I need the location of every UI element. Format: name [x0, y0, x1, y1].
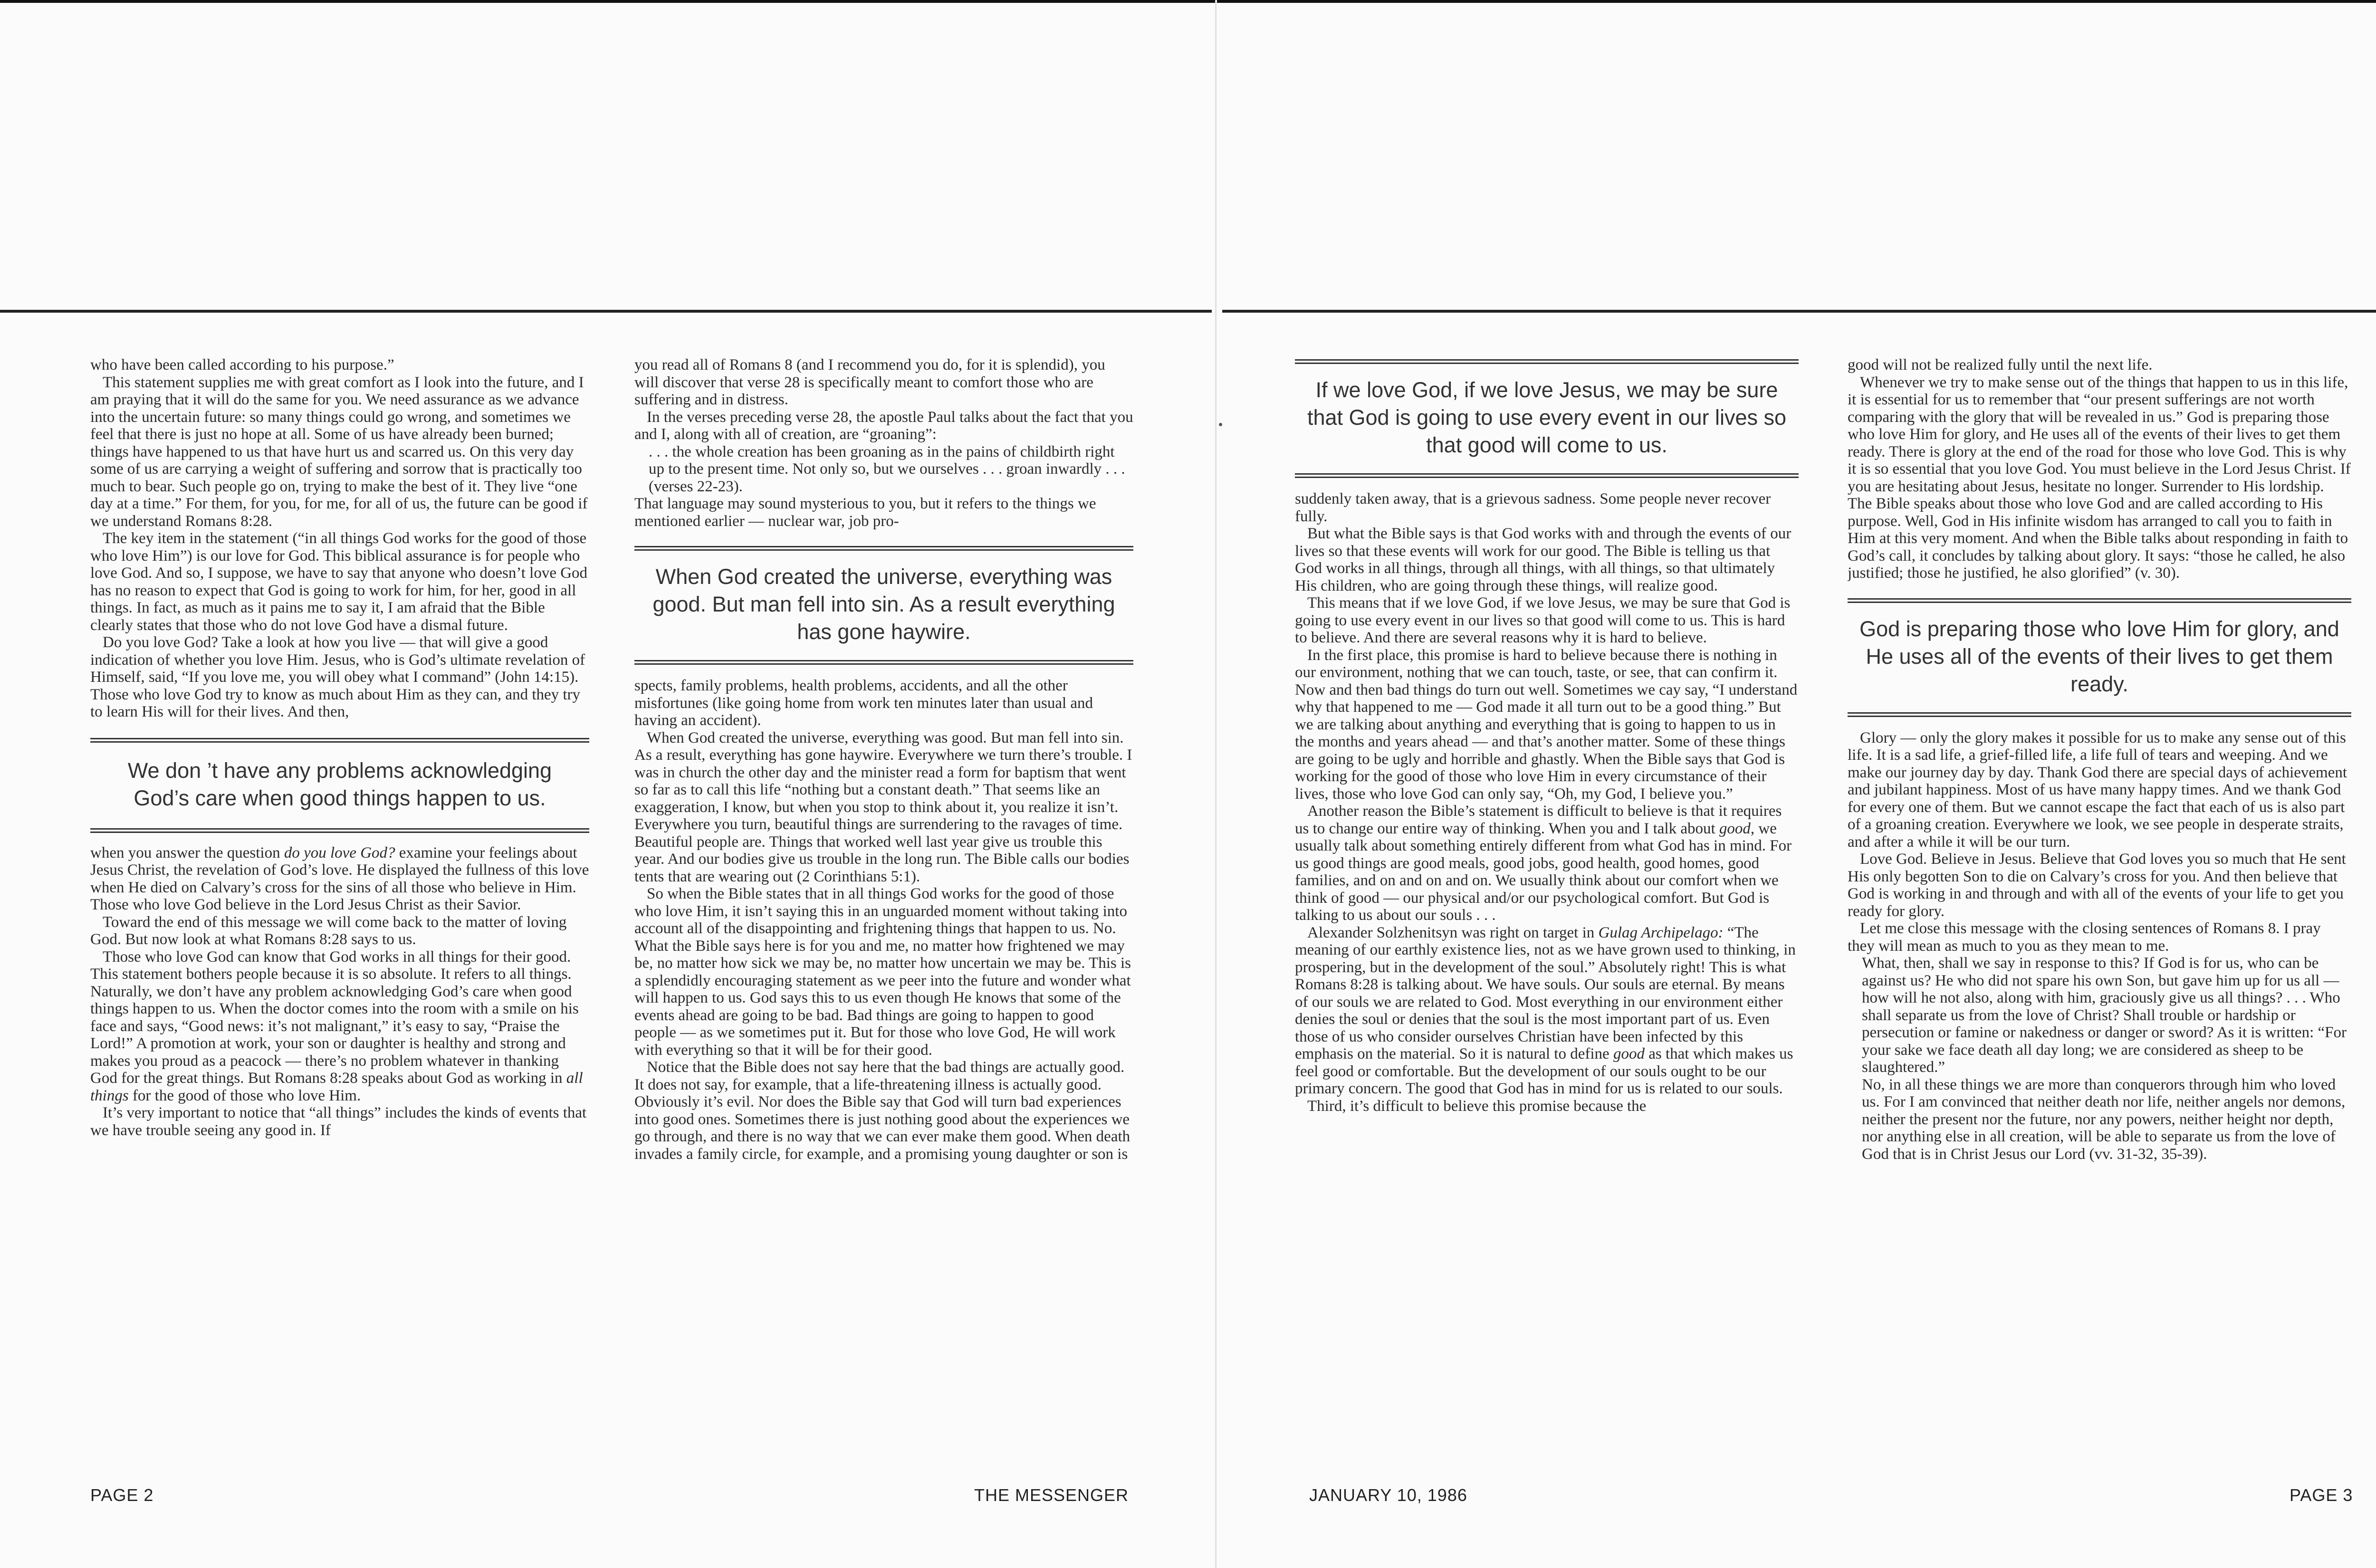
text-run: , we usually talk about something entirely different from what God has in mind. For us good things are good meals, good jobs, good health, good homes, good families, and on and on and on. We usually think about our comfort when we think of good — our physical and/or our psychological comfort. But God is talking to us about our souls . . . — [1295, 820, 1792, 924]
column-2 — [634, 356, 1133, 1474]
pull-quote-text: If we love God, if we love Jesus, we may be sure that God is going to use every event in our lives so that good will come to us. — [1307, 378, 1787, 457]
paragraph: That language may sound mysterious to you, but it refers to the things we mentioned earlier — nuclear war, job pro- — [634, 495, 1096, 530]
pull-quote — [1295, 359, 1799, 478]
paragraph — [1295, 924, 1799, 1098]
paragraph: But what the Bible says is that God works with and through the events of our lives so that these events will work for our good. The Bible is telling us that God works in all things, through all things, with all things, so that ultimately His children, who are going through these things, will realize good. — [1295, 525, 1792, 594]
text-run: Another reason the Bible’s statement is difficult to believe is that it requires us to change our entire way of thinking. When you and I talk about — [1295, 803, 1782, 837]
text-run: “The meaning of our earthly existence lies, not as we have grown used to thinking, in prospering, but in the development of the soul.” Absolutely right! This is what Romans 8:28 is talking about. We have souls. Our souls are eternal. By means of our souls we are related to God. Most everything in our environment either denies the soul or denies that the soul is the most important part of us. Even those of us who consider ourselves Christian have been infected by this emphasis on the material. So it is natural to define — [1295, 924, 1796, 1062]
footer-page-number-left: PAGE 2 — [90, 1485, 154, 1505]
pull-quote — [634, 546, 1133, 665]
column-4 — [1848, 356, 2351, 1474]
pull-quote — [90, 738, 589, 833]
paragraph: Third, it’s difficult to believe this promise because the — [1307, 1097, 1647, 1115]
paragraph: Glory — only the glory makes it possible for us to make any sense out of this life. It is a sad life, a grief-filled life, a life full of tears and weeping. And we make our journey day by day. Thank God there are special days of achievement and jubilant happiness. Most of us have many happy times. And we thank God for every one of them. But we cannot escape the fact that each of us is also part of a groaning creation. Everywhere we look, we see people in desperate straits, and after a while it will be our turn. — [1848, 729, 2347, 851]
pull-quote-text: We don ’t have any problems acknowledging God’s care when good things happen to us. — [127, 758, 552, 810]
pull-quote-top-rule — [90, 738, 589, 743]
footer-date: JANUARY 10, 1986 — [1309, 1485, 1467, 1505]
paragraph: It’s very important to notice that “all things” includes the kinds of events that we have trouble seeing any good in. If — [90, 1104, 587, 1139]
footer-publication-name: THE MESSENGER — [974, 1485, 1129, 1505]
italic-text: good — [1613, 1045, 1645, 1062]
block-quote: No, in all these things we are more than conquerors through him who loved us. For I am convinced that neither death nor life, neither angels nor demons, neither the present nor the future, nor any powers, neither height nor depth, nor anything else in all creation, will be able to separate us from the love of God that is in Christ Jesus our Lord (vv. 31-32, 35-39). — [1862, 1076, 2346, 1163]
pull-quote-bottom-rule — [634, 660, 1133, 665]
paragraph: In the first place, this promise is hard to believe because there is nothing in our environment, nothing that we can touch, taste, or see, that can confirm it. Now and then bad things do turn out well. Sometimes we cay say, “I understand why that happened to me — God made it all turn out to be a good thing.” But we are talking about anything and everything that is going to happen to us in the months and years ahead — and that’s another matter. Some of these things are going to be ugly and horrible and ghastly. When the Bible says that God is working for the good of those who love Him in every circumstance of their lives, those who love God can only say, “Oh, my God, I believe you.” — [1295, 646, 1798, 803]
text-run: Those who love God can know that God works in all things for their good. This statement bothers people because it is so absolute. It refers to all things. Naturally, we don’t have any problem acknowledging God’s care when good things happen to us. When the doctor comes into the room with a smile on his face and says, “Good news: it’s not malignant,” it’s easy to say, “Praise the Lord!” A promotion at work, your son or daughter is healthy and strong and makes you proud as a peacock — there’s no problem whatever in thanking God for the great things. But Romans 8:28 speaks about God as working in — [90, 948, 579, 1087]
pull-quote-bottom-rule — [1848, 712, 2351, 717]
paragraph: In the verses preceding verse 28, the apostle Paul talks about the fact that you and I, along with all of creation, are “groaning”: — [634, 408, 1133, 443]
italic-text: good — [1719, 820, 1751, 837]
paragraph: good will not be realized fully until the next life. — [1848, 356, 2153, 373]
paragraph: who have been called according to his purpose.” — [90, 356, 394, 373]
paragraph: Love God. Believe in Jesus. Believe that God loves you so much that He sent His only begotten Son to die on Calvary’s cross for you. And then believe that God is working in and through and with all of the events of your life to get you ready for glory. — [1848, 851, 2346, 920]
spread-top-rule — [0, 0, 2376, 3]
pull-quote-text: God is preparing those who love Him for glory, and He uses all of the events of their lives to get them ready. — [1859, 616, 2339, 696]
pull-quote — [1848, 598, 2351, 717]
paragraph: Notice that the Bible does not say here that the bad things are actually good. It does not say, for example, that a life-threatening illness is actually good. Obviously it’s evil. Nor does the Bible say that God will turn bad experiences into good ones. Sometimes there is just nothing good about the experiences we go through, and there is no way that we can ever make them good. When death invades a family circle, for example, and a promising young daughter or son is — [634, 1059, 1131, 1163]
paragraph: This statement supplies me with great comfort as I look into the future, and I am praying that it will do the same for you. We need assurance as we advance into the uncertain future: so many things could go wrong, and sometimes we feel that there is just no hope at all. Some of us have already been burned; things have happened to us that have hurt us and scarred us. On this very day some of us are carrying a weight of suffering and sorrow that is practically too much to bear. Such people go on, trying to make the best of it. They live “one day at a time.” For them, for you, for me, for all of us, the future can be good if we understand Romans 8:28. — [90, 373, 588, 530]
italic-text: Gulag Archipelago: — [1598, 924, 1724, 941]
paragraph: suddenly taken away, that is a grievous sadness. Some people never recover fully. — [1295, 490, 1771, 525]
paragraph — [90, 948, 589, 1105]
text-run: as that which makes us feel good or comfortable. But the development of our souls ought to be our primary concern. The good that God has in mind for us is related to our souls. — [1295, 1045, 1793, 1097]
block-quote: What, then, shall we say in response to this? If God is for us, who can be against us? He who did not spare his own Son, but gave him up for us all — how will he not also, along with him, graciously give us all things? . . . Who shall separate us from the love of Christ? Shall trouble or hardship or persecution or famine or nakedness or danger or sword? As it is written: “For your sake we face death all day long; we are considered as sheep to be slaughtered.” — [1862, 955, 2347, 1076]
paragraph: Let me close this message with the closing sentences of Romans 8. I pray they will mean as much to you as they mean to me. — [1848, 920, 2321, 955]
column-3 — [1295, 356, 1799, 1474]
paragraph: Do you love God? Take a look at how you live — that will give a good indication of whether you love Him. Jesus, who is God’s ultimate revelation of Himself, said, “If you love me, you will obey what I command” (John 14:15). Those who love God try to know as much about Him as they can, and they try to learn His will for their lives. And then, — [90, 634, 585, 720]
text-run: Alexander Solzhenitsyn was right on target in — [1307, 924, 1599, 941]
pull-quote-bottom-rule — [90, 828, 589, 833]
column-1 — [90, 356, 589, 1474]
text-run: for the good of those who love Him. — [128, 1087, 361, 1104]
gutter-mark — [1219, 423, 1222, 426]
text-run: when you answer the question — [90, 844, 284, 861]
pull-quote-text: When God created the universe, everything was good. But man fell into sin. As a result everything has gone haywire. — [652, 564, 1115, 644]
left-page-header-rule — [0, 310, 1212, 313]
paragraph: Whenever we try to make sense out of the things that happen to us in this life, it is essential for us to remember that “our present sufferings are not worth comparing with the glory that will be revealed in us.” God is preparing those who love Him for glory, and He uses all of the events of their lives to get them ready. There is glory at the end of the road for those who love God. This is why it is so essential that you love God. You must believe in the Lord Jesus Christ. If you are hesitating about Jesus, hesitate no longer. Surrender to His lordship. The Bible speaks about those who love God and are called according to His purpose. Well, God in His infinite wisdom has arranged to call you to faith in Him at this very moment. And when the Bible talks about responding in faith to God’s call, it concludes by talking about glory. It says: “those he called, he also justified; those he justified, he also glorified” (v. 30). — [1848, 373, 2351, 582]
pull-quote-top-rule — [1295, 359, 1799, 364]
right-page-header-rule — [1222, 310, 2376, 313]
paragraph: When God created the universe, everything was good. But man fell into sin. As a result, everything has gone haywire. Everywhere we turn there’s trouble. I was in church the other day and the minister read a form for baptism that went so far as to call this life “nothing but a constant death.” That seems like an exaggeration, I know, but when you stop to think about it, you realize it isn’t. Everywhere you turn, beautiful things are surrendering to the ravages of time. Beautiful people are. Things that worked well last year give us trouble this year. And our bodies give us trouble in the long run. The Bible calls our bodies tents that are wearing out (2 Corinthians 5:1). — [634, 729, 1132, 885]
paragraph: Toward the end of this message we will come back to the matter of loving God. But now look at what Romans 8:28 says to us. — [90, 913, 567, 948]
paragraph — [1295, 803, 1799, 924]
pull-quote-top-rule — [634, 546, 1133, 551]
footer-page-number-right: PAGE 3 — [2290, 1485, 2353, 1505]
paragraph: So when the Bible states that in all things God works for the good of those who love Him, it isn’t saying this in an unguarded moment without taking into account all of the disappointing and frightening things that happen to us. No. What the Bible says here is for you and me, no matter how frightened we may be, no matter how sick we may be, no matter how uncertain we may be. This is a splendidly encouraging statement as we peer into the future and wonder what will happen to us. God says this to us even though He knows that some of the events ahead are going to be bad. Bad things are going to happen to good people — as we sometimes put it. But for those who love God, He will work with everything so that it will be for their good. — [634, 885, 1131, 1059]
paragraph: you read all of Romans 8 (and I recommend you do, for it is splendid), you will discover that verse 28 is specifically meant to comfort those who are suffering and in distress. — [634, 356, 1105, 408]
text-run: examine your feelings about Jesus Christ, the revelation of God’s love. He displayed the fullness of this love when He died on Calvary’s cross for the sins of all those who believe in Him. Those who love God believe in the Lord Jesus Christ as their Savior. — [90, 844, 589, 913]
page-gutter — [1215, 0, 1217, 1568]
pull-quote-top-rule — [1848, 598, 2351, 603]
paragraph — [90, 844, 589, 914]
paragraph: The key item in the statement (“in all things God works for the good of those who love Him”) is our love for God. This biblical assurance is for people who love God. And so, I suppose, we have to say that anyone who doesn’t love God has no reason to expect that God is going to work for him, for her, good in all things. In fact, as much as it pains me to say it, I am afraid that the Bible clearly states that those who do not love God have a dismal future. — [90, 530, 588, 634]
block-quote: . . . the whole creation has been groaning as in the pains of childbirth right up to the present time. Not only so, but we ourselves . . . groan inwardly . . . (verses 22-23). — [649, 443, 1125, 495]
italic-text: do you love God? — [284, 844, 395, 861]
paragraph: spects, family problems, health problems, accidents, and all the other misfortunes (like going home from work ten minutes later than usual and having an accident). — [634, 677, 1093, 729]
paragraph: This means that if we love God, if we love Jesus, we may be sure that God is going to use every event in our lives so that good will come to us. This is hard to believe. And there are several reasons why it is hard to believe. — [1295, 594, 1791, 646]
pull-quote-bottom-rule — [1295, 473, 1799, 478]
italic-text: all things — [90, 1070, 583, 1104]
